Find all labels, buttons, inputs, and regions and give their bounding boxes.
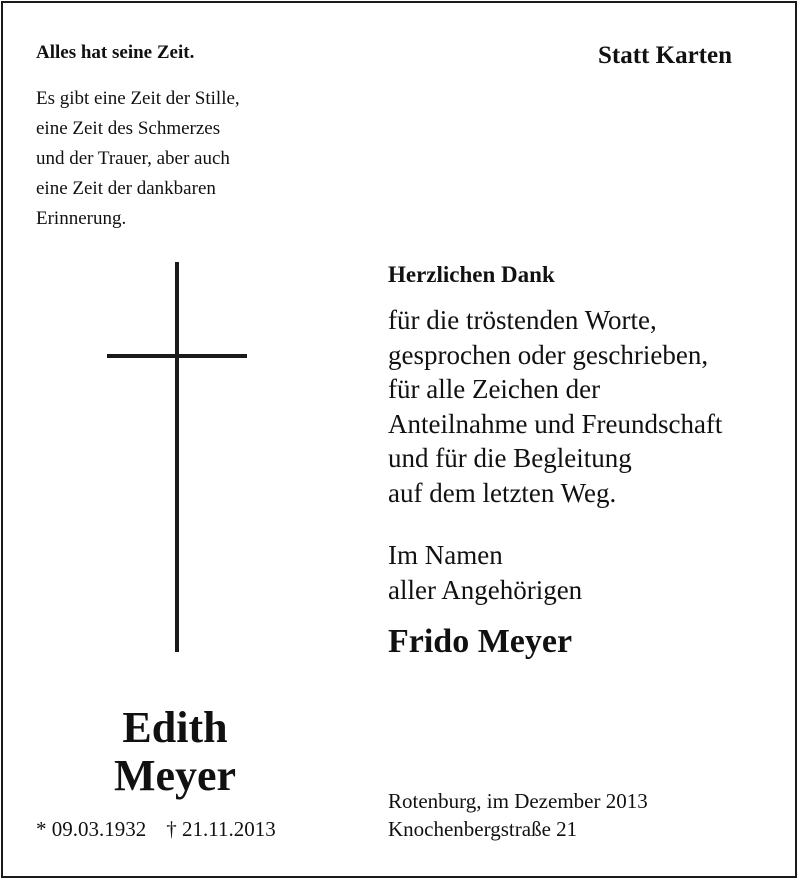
deceased-name	[100, 704, 250, 800]
birth-date: * 09.03.1932	[36, 817, 147, 841]
thanks-line: Anteilnahme und Freundschaft	[388, 408, 723, 439]
cross-vertical-bar	[175, 262, 179, 652]
signature-intro	[388, 538, 582, 608]
place-date: Rotenburg, im Dezember 2013	[388, 789, 648, 813]
place-and-address	[388, 787, 648, 843]
death-date: † 21.11.2013	[166, 817, 276, 841]
motto-line: Es gibt eine Zeit der Stille,	[36, 88, 240, 109]
statt-karten-heading: Statt Karten	[598, 42, 732, 69]
thanks-line: gesprochen oder geschrieben,	[388, 339, 709, 370]
motto-line: Erinnerung.	[36, 208, 127, 229]
motto-title: Alles hat seine Zeit.	[36, 42, 195, 63]
deceased-first-name: Edith	[122, 703, 228, 752]
motto-line: eine Zeit der dankbaren	[36, 178, 216, 199]
signature-intro-line: aller Angehörigen	[388, 575, 583, 605]
street-address: Knochenbergstraße 21	[388, 817, 578, 841]
life-dates	[36, 815, 276, 843]
thanks-line: für die tröstenden Worte,	[388, 305, 657, 335]
signature-intro-line: Im Namen	[388, 540, 503, 570]
thanks-text	[388, 303, 722, 510]
thanks-line: für alle Zeichen der	[388, 374, 601, 404]
signer-name: Frido Meyer	[388, 623, 573, 660]
thanks-line: auf dem letzten Weg.	[388, 477, 617, 508]
deceased-last-name: Meyer	[113, 751, 237, 800]
motto-line: eine Zeit des Schmerzes	[36, 118, 221, 139]
cross-horizontal-bar	[107, 354, 247, 358]
motto-line: und der Trauer, aber auch	[36, 148, 230, 169]
motto-text	[36, 84, 240, 234]
cross-icon	[100, 262, 260, 658]
thanks-title: Herzlichen Dank	[388, 262, 555, 287]
thanks-line: und für die Begleitung	[388, 443, 632, 473]
